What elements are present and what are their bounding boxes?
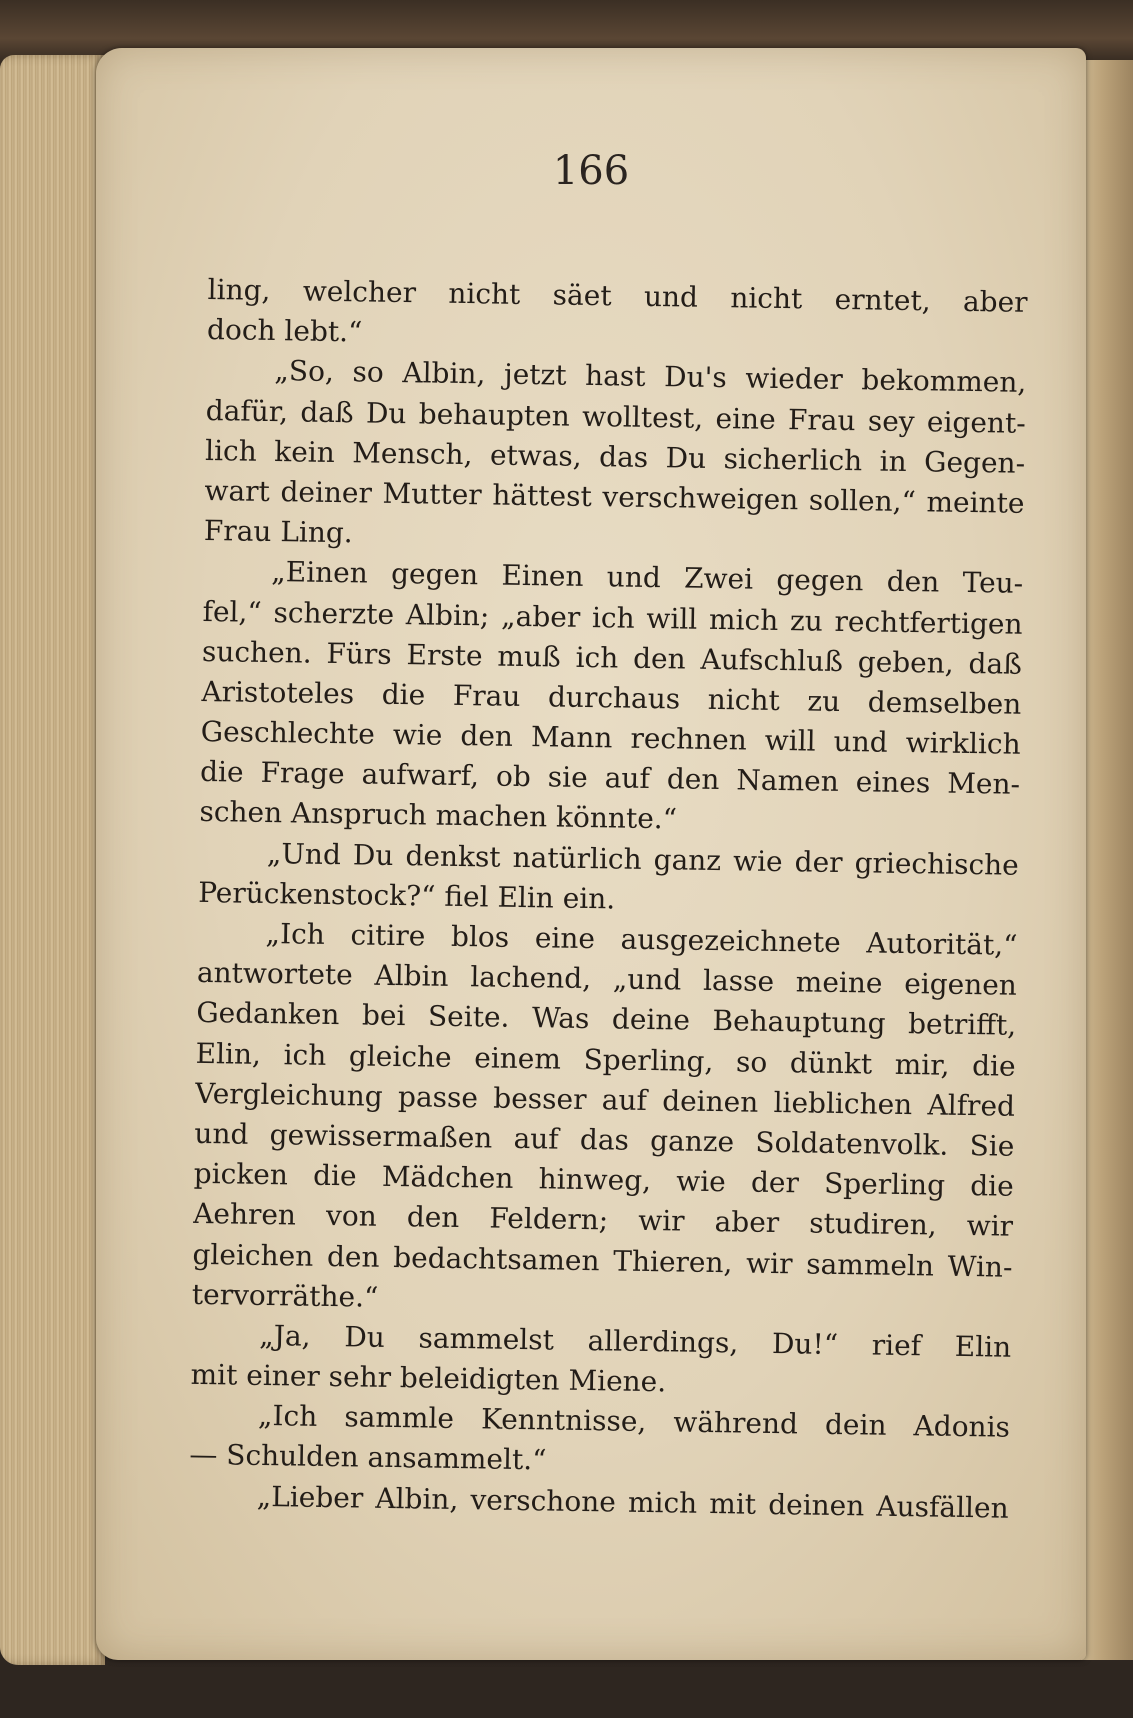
text-line: doch lebt.“	[206, 313, 363, 349]
text-line: „Ich sammle Kenntnisse, während dein Adonis	[257, 1399, 1011, 1444]
body-text	[188, 270, 1027, 1529]
text-line: gleichen den bedachtsamen Thieren, wir sammeln Win-	[192, 1237, 1013, 1284]
text-line: „Lieber Albin, verschone mich mit deinen Ausfällen	[256, 1479, 1009, 1525]
text-line: wart deiner Mutter hättest verschweigen sollen,“ meinte	[204, 473, 1025, 520]
spine-edge	[1081, 60, 1133, 1660]
text-line: „Und Du denkst natürlich ganz wie der griechische	[266, 836, 1020, 882]
text-line: Elin, ich gleiche einem Sperling, so dünkt mir, die	[195, 1036, 1016, 1083]
text-line: mit einer sehr beleidigten Miene.	[190, 1357, 667, 1399]
text-line: Aristoteles die Frau durchaus nicht zu demselben	[201, 674, 1022, 721]
text-line: dafür, daß Du behaupten wolltest, eine Frau sey eigent-	[205, 393, 1026, 440]
text-line: fel,“ scherzte Albin; „aber ich will mich zu rechtfertigen	[202, 594, 1023, 641]
text-line: ling, welcher nicht säet und nicht erntet, aber	[207, 272, 1028, 319]
text-line: Geschlechte wie den Mann rechnen will und wirklich	[200, 715, 1021, 761]
text-line: und gewissermaßen auf das ganze Soldatenvolk. Sie	[194, 1116, 1015, 1163]
page-number: 166	[552, 148, 630, 194]
text-line: antwortete Albin lachend, „und lasse meine eigenen	[196, 956, 1018, 1002]
text-line: — Schulden ansammelt.“	[189, 1438, 547, 1477]
text-line: Gedanken bei Seite. Was deine Behauptung betrifft,	[196, 996, 1017, 1043]
text-line: die Frage aufwarf, ob sie auf den Namen eines Men-	[199, 755, 1021, 802]
text-line: picken die Mädchen hinweg, wie der Sperling die	[193, 1157, 1014, 1203]
text-line: suchen. Fürs Erste muß ich den Aufschluß geben, daß	[201, 634, 1023, 681]
text-line: tervorräthe.“	[191, 1277, 379, 1314]
page-edges	[0, 55, 105, 1665]
text-line: Perückenstock?“ fiel Elin ein.	[197, 875, 616, 916]
text-line: „Ja, Du sammelst allerdings, Du!“ rief Elin	[259, 1318, 1012, 1364]
text-line: Aehren von den Feldern; wir aber studiren, wir	[192, 1197, 1014, 1244]
text-line: „So, so Albin, jetzt hast Du's wieder bekommen,	[274, 354, 1027, 400]
text-line: schen Anspruch machen könnte.“	[199, 795, 678, 836]
text-line: lich kein Mensch, etwas, das Du sicherlich in Gegen-	[204, 433, 1026, 480]
text-line: „Einen gegen Einen und Zwei gegen den Teu-	[271, 555, 1024, 601]
text-line: „Ich citire blos eine ausgezeichnete Autorität,“	[265, 916, 1018, 962]
text-line: Frau Ling.	[203, 514, 354, 550]
text-line: Vergleichung passe besser auf deinen lieblichen Alfred	[194, 1076, 1016, 1123]
book-page	[96, 48, 1086, 1660]
